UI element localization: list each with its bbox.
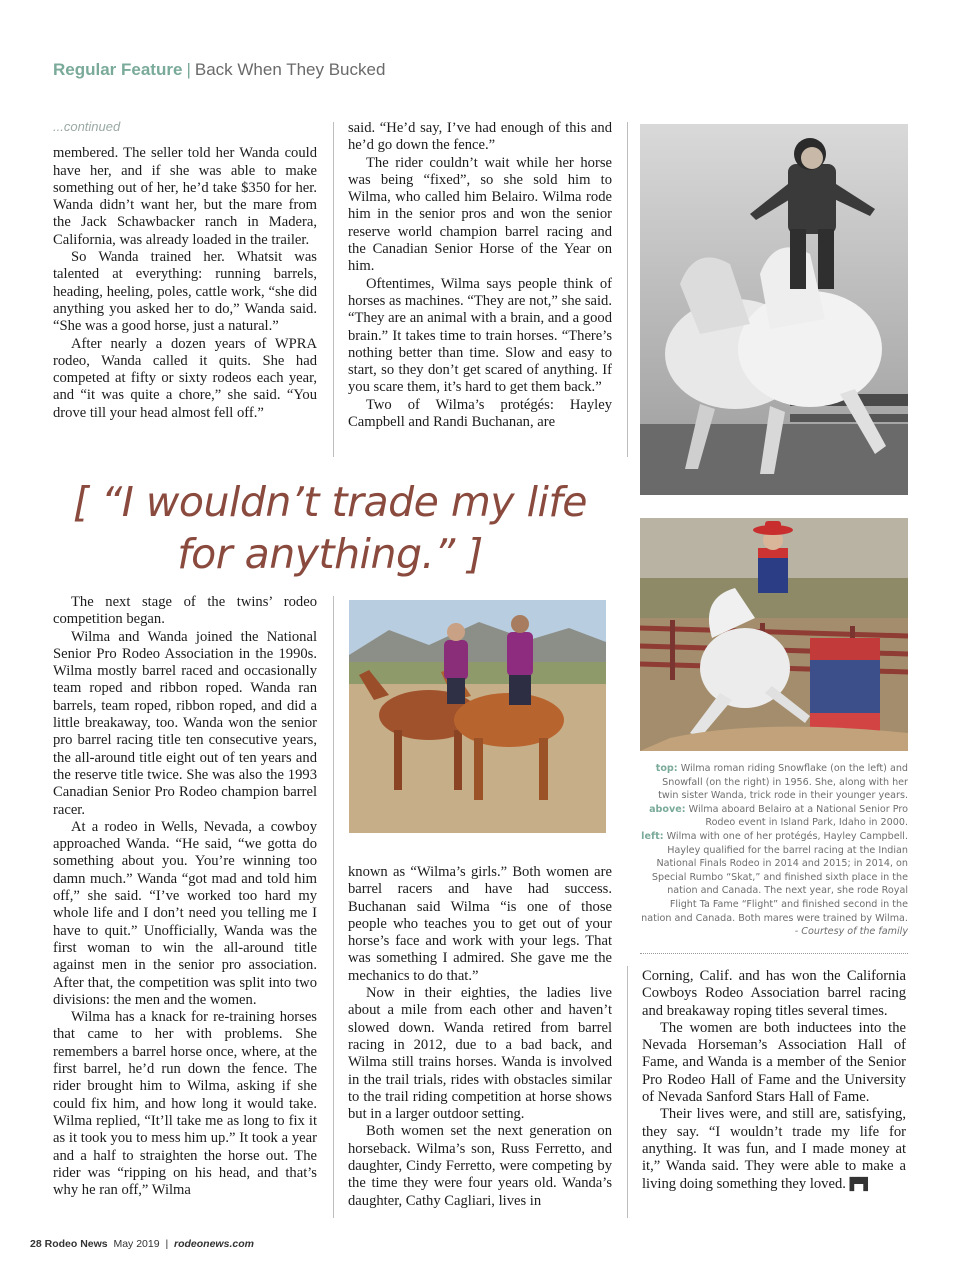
paragraph: The rider couldn’t wait while her horse was being “fixed”, so she sold him to Wilma, who called him Belairo. Wilma rode him in the senior pros and won the senior reserve world champion barrel racing and the Canadian Senior Horse of the Year on him. [348,154,612,275]
caption-label-top: top: [655,763,678,774]
paragraph: membered. The seller told her Wanda could have her, and if she was able to make something out of her, he’d take $350 for her. Wanda didn’t want her, but the mare from the Jack Schawbacker ranch in Madera, California, was already loaded in the trailer. [53,145,317,248]
column-2-bottom [348,864,612,1210]
caption-label-above: above: [649,803,686,815]
page-footer [30,1238,254,1250]
paragraph: Wilma has a knack for re-training horses that came to her with problems. She remembers a barrel horse once, where, at the first barrel, he’d run down the fence. The rider brought him to Wilma, asking if she could fix him, and how long it would take. Wilma replied, “It’ll take me as long to fix it as it took you to mess him up.” It took a year and a half to straighten the horse out. The rider was “ripping on his head, and that’s why he ran off,” Wilma [53,1009,317,1199]
caption-label-left: left: [641,830,664,842]
feature-title: Back When They Bucked [194,60,386,79]
page-number: 28 [30,1238,42,1250]
paragraph: Two of Wilma’s protégés: Hayley Campbell and Randi Buchanan, are [348,396,612,431]
pull-quote: [ “I wouldn’t trade my life for anything.” ] [72,478,588,578]
paragraph: known as “Wilma’s girls.” Both women are barrel racers and have had success. Buchanan said Wilma “is one of those people who teaches you to get out of your horse’s face and work with your legs. That was something I admired. She gave me the mechanics to do that.” [348,864,612,984]
caption-text-above: Wilma aboard Belairo at a National Senior Pro Rodeo event in Island Park, Idaho in 2000. [688,803,908,829]
paragraph: Now in their eighties, the ladies live about a mile from each other and haven’t slowed down. Wanda retired from barrel racing in 2012, due to a bad back, and Wilma still trains horses. Wanda is involved in the trail trials, rides with obstacles similar to the trail riding competition at horse shows but in a larger outdoor setting. [348,985,612,1123]
column-divider [333,596,334,1218]
paragraph: Both women set the next generation on horseback. Wilma’s son, Russ Ferretto, and daughter, Cindy Ferretto, were competing by the time they were four years old. Wanda’s daughter, Cathy Cagliari, lives in [348,1123,612,1209]
paragraph: Oftentimes, Wilma says people think of horses as machines. “They are not,” she said. “They are an animal with a brain, and a good brain.” It takes time to train horses. “There’s nothing better than time. Slow and easy to start, so they don’t get scared of anything. If you scare them, it’s hard to get them back.” [348,275,612,396]
issue-date: May 2019 [113,1238,160,1250]
caption-text-top: Wilma roman riding Snowflake (on the left) and Snowfall (on the right) in 1956. She, along with her twin sister Wanda, trick rode in their younger years. [658,763,908,802]
caption-text-left: Wilma with one of her protégés, Hayley Campbell. Hayley qualified for the barrel racing at the Indian National Finals Rodeo in 2014 and 2015; in 2014, on Special Rumbo “Skat,” and finished sixth place in the nation and Canada. The next year, she rode Royal Flight Ta Fame “Flight” and finished second in the nation and Canada. Both mares were trained by Wilma. [641,830,908,924]
paragraph: So Wanda trained her. Whatsit was talented at everything: running barrels, heading, heeling, poles, cattle work, “she did anything you asked her to do,” Wanda said. “She was a good horse, just a natural.” [53,249,317,335]
website-link[interactable]: rodeonews.com [174,1238,254,1250]
photo-two-riders [349,600,606,833]
paragraph: At a rodeo in Wells, Nevada, a cowboy approached Wanda. “He said, “we gotta do something about you. You’re winning too damn much.” Wanda “got mad and told him off,” she said. “I’ve worked too hard my whole life and I don’t need you telling me I have to quit.” Unofficially, Wanda was the first woman to win the all-around title against men in the senior pro association. After that, the competition was split into two divisions: the men and the women. [53,818,317,1008]
caption-divider [640,953,908,954]
column-divider [333,122,334,457]
photo-caption [640,762,908,939]
publication-name: Rodeo News [44,1238,108,1250]
paragraph-text: Their lives were, and still are, satisfying, they say. “I wouldn’t trade my life for anything. It was fun, and I made money at it,” Wanda said. They were able to make a living doing something they loved. [642,1106,906,1192]
photo-credit: - Courtesy of the family [794,926,908,938]
column-divider [627,966,628,1218]
paragraph: Corning, Calif. and has won the California Cowboys Rodeo Association barrel racing and breakaway roping titles several times. [642,968,906,1019]
header-separator: | [186,60,191,79]
column-1-bottom [53,594,317,1199]
continued-label: ...continued [53,119,121,134]
footer-separator: | [165,1238,169,1250]
paragraph: Wilma and Wanda joined the National Senior Pro Rodeo Association in the 1990s. Wilma mostly barrel raced and occasionally team roped and ribbon roped. Wanda ran barrels, team roped, ribbon roped, and did a little breakaway, too. Wanda won the senior pro barrel racing title ten consecutive years, the all-around title eight out of ten years and the reserve title twice. She was also the 1993 Canadian Senior Pro Rodeo champion barrel racer. [53,628,317,818]
paragraph: The next stage of the twins’ rodeo competition began. [53,594,317,628]
column-1-top [53,118,317,422]
paragraph: said. “He’d say, I’ve had enough of this and he’d go down the fence.” [348,120,612,154]
paragraph: After nearly a dozen years of WPRA rodeo, Wanda called it quits. She had competed at fifty or sixty rodeos each year, and “it was quite a chore,” she said. “You drove till your head almost fell off.” [53,335,317,421]
section-header [53,60,385,80]
feature-label: Regular Feature [53,60,183,79]
end-mark-icon: ▛▜ [849,1176,869,1191]
paragraph: The women are both inductees into the Nevada Horseman’s Association Hall of Fame, and Wanda is a member of the Senior Pro Rodeo Hall of Fame and the University of Nevada Sanford Stars Hall of Fame. [642,1019,906,1106]
column-2-top [348,120,612,431]
photo-barrel-racing [640,518,908,751]
column-3-bottom [642,968,906,1193]
paragraph [642,1106,906,1192]
column-divider [627,122,628,457]
photo-roman-riding [640,124,908,495]
